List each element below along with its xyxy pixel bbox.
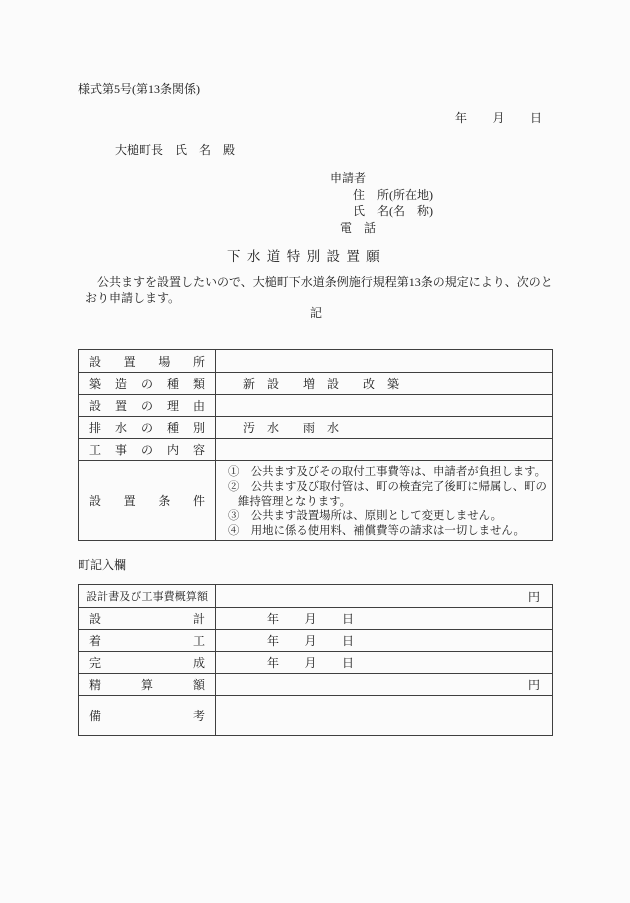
- row-label-cell: [79, 608, 216, 629]
- row-label: 築 造 の 種 類: [89, 377, 205, 391]
- applicant-block: [330, 170, 433, 236]
- row-value: [216, 350, 552, 372]
- table-row-completion-date: [79, 651, 552, 673]
- row-label-cell: [79, 696, 216, 735]
- applicant-name-label: 氏 名(名 称): [353, 204, 433, 218]
- record-heading: 記: [310, 306, 323, 320]
- row-value-date: 年 月 日: [267, 656, 355, 670]
- row-label: 工 事 の 内 容: [89, 443, 205, 457]
- row-value-date: 年 月 日: [267, 612, 355, 626]
- row-label: 設 計 書 及 び 工 事 費 概 算 額: [86, 591, 208, 603]
- row-label: 備 考: [89, 709, 205, 723]
- row-label: 設 置 条 件: [89, 494, 205, 508]
- row-value: [216, 439, 552, 460]
- condition-item: ③ 公共ます設置場所は、原則として変更しません。: [228, 510, 503, 523]
- body-paragraph-line: 公共ますを設置したいので、大槌町下水道条例施行規程第13条の規定により、次のと: [85, 275, 553, 289]
- document-title: 下水道特別設置願: [227, 249, 387, 264]
- row-label-cell: [79, 350, 216, 372]
- body-paragraph: [85, 274, 553, 306]
- table-row-installation-conditions: [79, 460, 552, 540]
- row-label-cell: [79, 585, 216, 607]
- date-line: 年 月 日: [455, 111, 543, 125]
- row-label-cell: [79, 373, 216, 394]
- conditions-list: [216, 461, 552, 540]
- applicant-address-label: 住 所(所在地): [353, 187, 433, 202]
- application-table: [78, 349, 553, 541]
- row-value-date: 年 月 日: [267, 634, 355, 648]
- row-label: 着 工: [89, 634, 205, 648]
- row-label: 精 算 額: [89, 678, 205, 692]
- unit-yen: 円: [527, 589, 540, 604]
- row-label-cell: [79, 652, 216, 673]
- table-row-design-date: [79, 607, 552, 629]
- row-value: [216, 395, 552, 416]
- row-label: 完 成: [89, 656, 205, 670]
- row-label-cell: [79, 417, 216, 438]
- addressee-line: 大槌町長 氏 名 殿: [115, 143, 236, 157]
- applicant-heading: 申請者: [330, 171, 367, 185]
- table-row-installation-location: [79, 350, 552, 372]
- row-label-cell: [79, 395, 216, 416]
- unit-yen: 円: [527, 678, 540, 692]
- row-label-cell: [79, 674, 216, 695]
- applicant-phone-label: 電 話: [340, 220, 377, 235]
- row-value: 汚 水 雨 水: [243, 421, 340, 435]
- row-label-cell: [79, 439, 216, 460]
- table-row-construction-type: [79, 372, 552, 394]
- form-number: 様式第5号(第13条関係): [78, 82, 200, 96]
- row-label: 設 計: [89, 612, 205, 626]
- condition-item: ④ 用地に係る使用料、補償費等の請求は一切しません。: [228, 525, 525, 538]
- table-row-settlement-amount: [79, 673, 552, 695]
- office-section-heading: 町記入欄: [78, 558, 127, 572]
- row-value: [216, 696, 552, 735]
- row-value: 新 設 増 設 改 築: [243, 377, 400, 391]
- row-label-cell: [79, 461, 216, 540]
- condition-item-continuation: 維持管理となります。: [238, 495, 351, 508]
- row-label: 設 置 場 所: [89, 354, 205, 369]
- table-row-estimated-cost: [79, 585, 552, 607]
- body-paragraph-line: おり申請します。: [85, 291, 181, 305]
- condition-item: ② 公共ます及び取付管は、町の検査完了後町に帰属し、町の: [228, 480, 547, 493]
- table-row-remarks: [79, 695, 552, 735]
- row-label: 排 水 の 種 別: [89, 421, 205, 435]
- office-table: [78, 584, 553, 736]
- table-row-drainage-type: [79, 416, 552, 438]
- condition-item: ① 公共ます及びその取付工事費等は、申請者が負担します。: [228, 466, 547, 478]
- row-label: 設 置 の 理 由: [89, 399, 205, 413]
- table-row-work-details: [79, 438, 552, 460]
- table-row-construction-start-date: [79, 629, 552, 651]
- table-row-installation-reason: [79, 394, 552, 416]
- row-label-cell: [79, 630, 216, 651]
